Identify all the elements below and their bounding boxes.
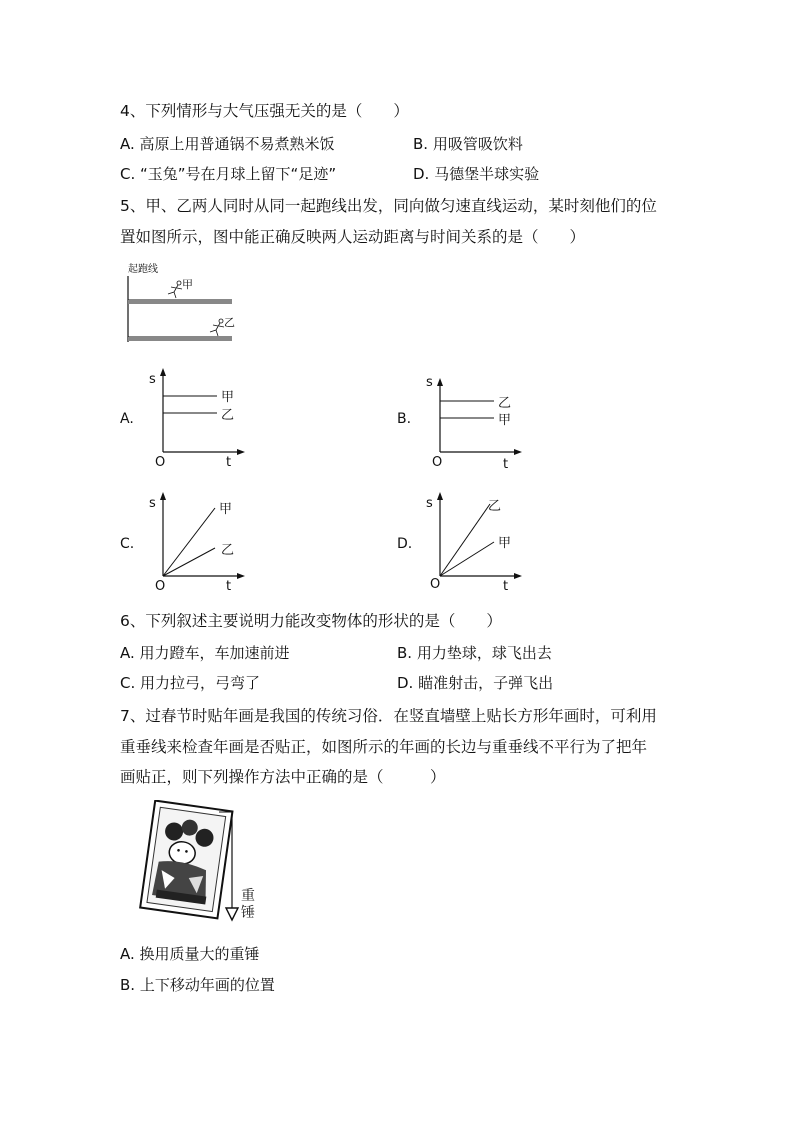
graph-d-lower-line [440,542,494,576]
track-figure [120,258,240,348]
graph-c-x-arrow [237,573,245,579]
runner-bottom-icon [210,319,224,336]
graph-d-x-arrow [514,573,522,579]
graph-c-upper-label: 甲 [219,502,233,517]
graph-b-xlabel: t [503,457,509,470]
graph-c-origin: O [155,579,166,594]
q7-line3: 画贴正，则下列操作方法中正确的是（ ） [120,768,446,786]
graph-d-xlabel: t [503,579,509,594]
q7-line1: 7、过春节时贴年画是我国的传统习俗．在竖直墙壁上贴长方形年画时，可利用 [120,707,657,725]
q4-option-b: B. 用吸管吸饮料 [413,135,523,153]
plumb-label-1: 重 [241,888,255,904]
graph-c-lower-label: 乙 [221,543,235,558]
q5-stem-line1: 5、甲、乙两人同时从同一起跑线出发，同向做匀速直线运动，某时刻他们的位 [120,197,657,215]
graph-b-ylabel: s [426,375,433,390]
new-year-painting-figure [125,800,275,930]
q4-stem: 4、下列情形与大气压强无关的是（ ） [120,102,409,120]
graph-a-y-arrow [160,368,166,376]
graph-a [145,366,255,470]
graph-d-ylabel: s [426,496,433,511]
graph-d-y-arrow [437,492,443,500]
q7-option-b: B. 上下移动年画的位置 [120,976,275,994]
graph-c-upper-line [163,508,215,576]
plumb-label-2: 锤 [241,905,255,921]
graph-c-lower-line [163,548,215,576]
start-line-label: 起跑线 [128,264,158,275]
graph-b [422,366,532,470]
q4-option-c: C. “玉兔”号在月球上留下“足迹” [120,165,337,183]
runner-top-icon [168,281,182,298]
graph-a-xlabel: t [226,455,232,470]
q4-option-a: A. 高原上用普通锅不易煮熟米饭 [120,135,335,153]
graph-b-lower-label: 甲 [498,413,512,428]
graph-c-letter: C. [120,536,135,552]
graph-c [145,490,255,594]
graph-a-x-arrow [237,449,245,455]
graph-a-lower-label: 乙 [221,408,235,423]
q6-option-b: B. 用力垫球，球飞出去 [397,644,552,662]
graph-a-origin: O [155,455,166,470]
graph-a-upper-label: 甲 [221,390,235,405]
graph-c-ylabel: s [149,496,156,511]
graph-d-origin: O [430,577,441,592]
graph-c-xlabel: t [226,579,232,594]
q6-option-d: D. 瞄准射击，子弹飞出 [397,674,554,692]
graph-b-x-arrow [514,449,522,455]
q7-line2: 重垂线来检查年画是否贴正，如图所示的年画的长边与重垂线不平行为了把年 [120,738,648,756]
graph-d [422,490,532,594]
lane-hatch-bottom [128,337,232,341]
q5-stem-line2: 置如图所示，图中能正确反映两人运动距离与时间关系的是（ ） [120,228,586,246]
graph-b-letter: B. [397,411,412,427]
graph-b-upper-label: 乙 [498,396,512,411]
q4-option-d: D. 马德堡半球实验 [413,165,540,183]
q6-option-a: A. 用力蹬车，车加速前进 [120,644,290,662]
runner-top-label: 甲 [182,278,193,291]
graph-c-y-arrow [160,492,166,500]
lane-hatch-top [128,300,232,304]
graph-a-letter: A. [120,411,134,427]
q6-stem: 6、下列叙述主要说明力能改变物体的形状的是（ ） [120,612,502,630]
q7-option-a: A. 换用质量大的重锤 [120,945,260,963]
graph-b-y-arrow [437,378,443,386]
graph-d-upper-line [440,504,490,576]
q6-option-c: C. 用力拉弓，弓弯了 [120,674,261,692]
graph-a-ylabel: s [149,372,156,387]
graph-d-lower-label: 甲 [498,536,512,551]
new-year-painting [140,801,232,919]
graph-b-origin: O [432,455,443,470]
plumb-bob-icon [226,908,238,920]
runner-bottom-label: 乙 [224,316,235,329]
graph-d-upper-label: 乙 [488,499,502,514]
graph-d-letter: D. [397,536,413,552]
